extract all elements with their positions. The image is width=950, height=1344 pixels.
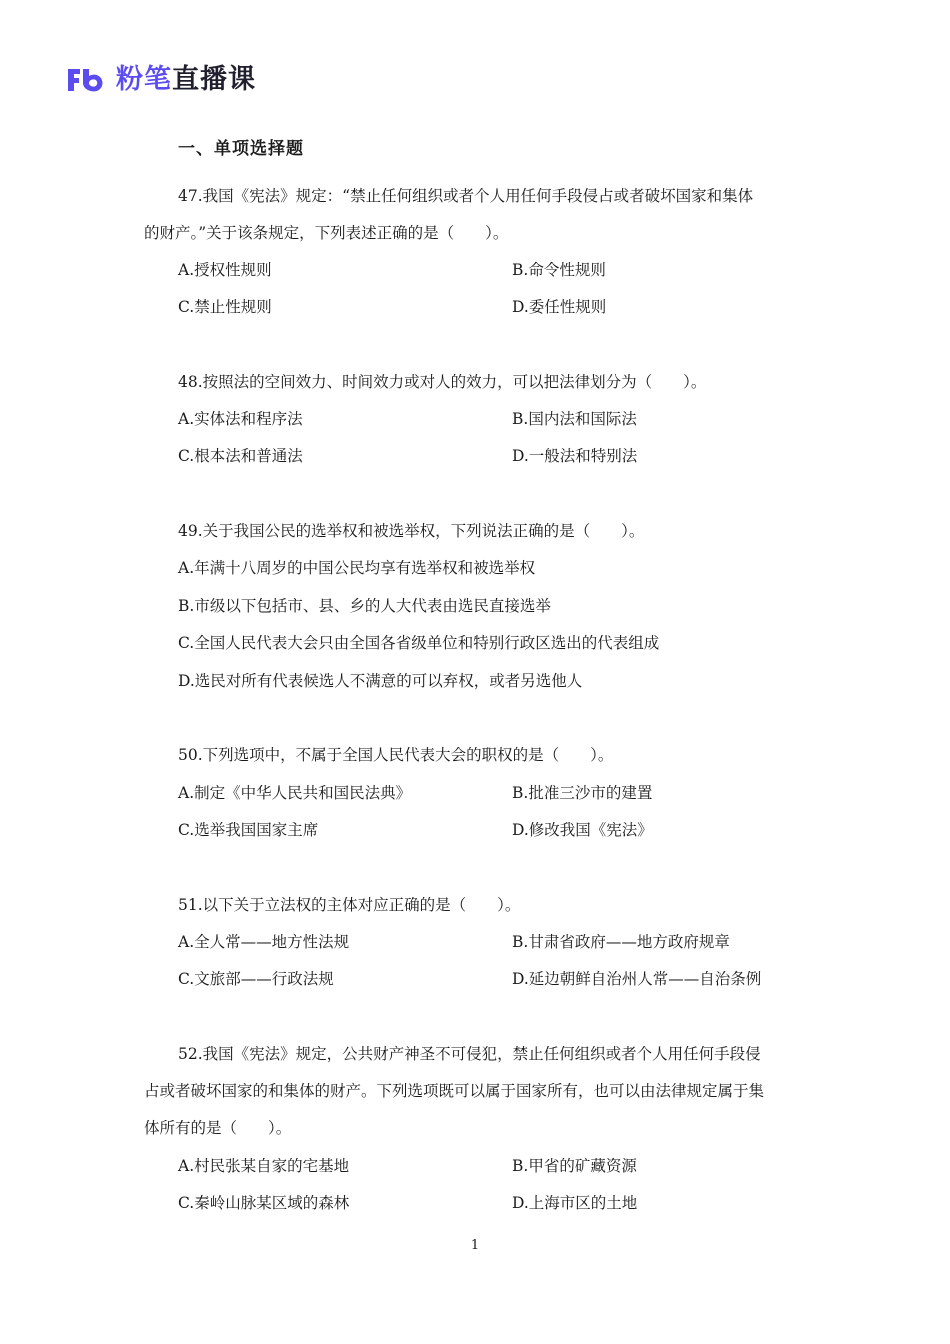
question-50-option-c: C.选举我国国家主席	[178, 821, 319, 839]
question-49-option-a: A.年满十八周岁的中国公民均享有选举权和被选举权	[178, 559, 536, 577]
question-52-option-c: C.秦岭山脉某区域的森林	[178, 1194, 350, 1212]
question-49-option-b: B.市级以下包括市、县、乡的人大代表由选民直接选举	[178, 597, 551, 615]
question-52-option-b: B.甲省的矿藏资源	[512, 1157, 637, 1175]
question-51-option-d: D.延边朝鲜自治州人常——自治条例	[512, 970, 762, 988]
question-49-option-c: C.全国人民代表大会只由全国各省级单位和特别行政区选出的代表组成	[178, 634, 660, 652]
question-50-option-b: B.批准三沙市的建置	[512, 784, 653, 802]
question-51-option-a: A.全人常——地方性法规	[178, 933, 350, 951]
question-52-stem-line-3: 体所有的是（ ）。	[144, 1119, 292, 1137]
brand-name-part1: 粉笔	[116, 64, 172, 95]
question-52-option-d: D.上海市区的土地	[512, 1194, 638, 1212]
question-47-option-c: C.禁止性规则	[178, 298, 272, 316]
brand-logo	[66, 62, 256, 98]
question-48-option-d: D.一般法和特别法	[512, 447, 638, 465]
section-title: 一、单项选择题	[178, 139, 304, 159]
question-47-option-a: A.授权性规则	[178, 261, 272, 279]
question-47-option-b: B.命令性规则	[512, 261, 606, 279]
question-48-option-c: C.根本法和普通法	[178, 447, 303, 465]
question-48-option-b: B.国内法和国际法	[512, 410, 637, 428]
question-51-option-b: B.甘肃省政府——地方政府规章	[512, 933, 730, 951]
question-48-stem: 48.按照法的空间效力、时间效力或对人的效力，可以把法律划分为（ ）。	[178, 373, 707, 391]
question-47-option-d: D.委任性规则	[512, 298, 607, 316]
question-51-stem: 51.以下关于立法权的主体对应正确的是（ ）。	[178, 896, 521, 914]
question-47-stem-line-2: 的财产。”关于该条规定，下列表述正确的是（ ）。	[144, 224, 509, 242]
question-49-option-d: D.选民对所有代表候选人不满意的可以弃权，或者另选他人	[178, 672, 583, 690]
brand-name	[116, 62, 256, 98]
question-47-stem-line-1: 47.我国《宪法》规定：“禁止任何组织或者个人用任何手段侵占或者破坏国家和集体	[178, 187, 754, 205]
question-52-option-a: A.村民张某自家的宅基地	[178, 1157, 350, 1175]
question-50-stem: 50.下列选项中，不属于全国人民代表大会的职权的是（ ）。	[178, 746, 614, 764]
question-48-option-a: A.实体法和程序法	[178, 410, 303, 428]
question-52-stem-line-1: 52.我国《宪法》规定，公共财产神圣不可侵犯，禁止任何组织或者个人用任何手段侵	[178, 1045, 761, 1063]
brand-name-part2: 直播课	[172, 64, 256, 95]
fb-logo-icon	[66, 67, 106, 93]
question-52-stem-line-2: 占或者破坏国家的和集体的财产。下列选项既可以属于国家所有，也可以由法律规定属于集	[144, 1082, 765, 1100]
question-50-option-a: A.制定《中华人民共和国民法典》	[178, 784, 412, 802]
question-49-stem: 49.关于我国公民的选举权和被选举权，下列说法正确的是（ ）。	[178, 522, 645, 540]
question-51-option-c: C.文旅部——行政法规	[178, 970, 334, 988]
question-50-option-d: D.修改我国《宪法》	[512, 821, 653, 839]
page-number: 1	[470, 1238, 480, 1253]
